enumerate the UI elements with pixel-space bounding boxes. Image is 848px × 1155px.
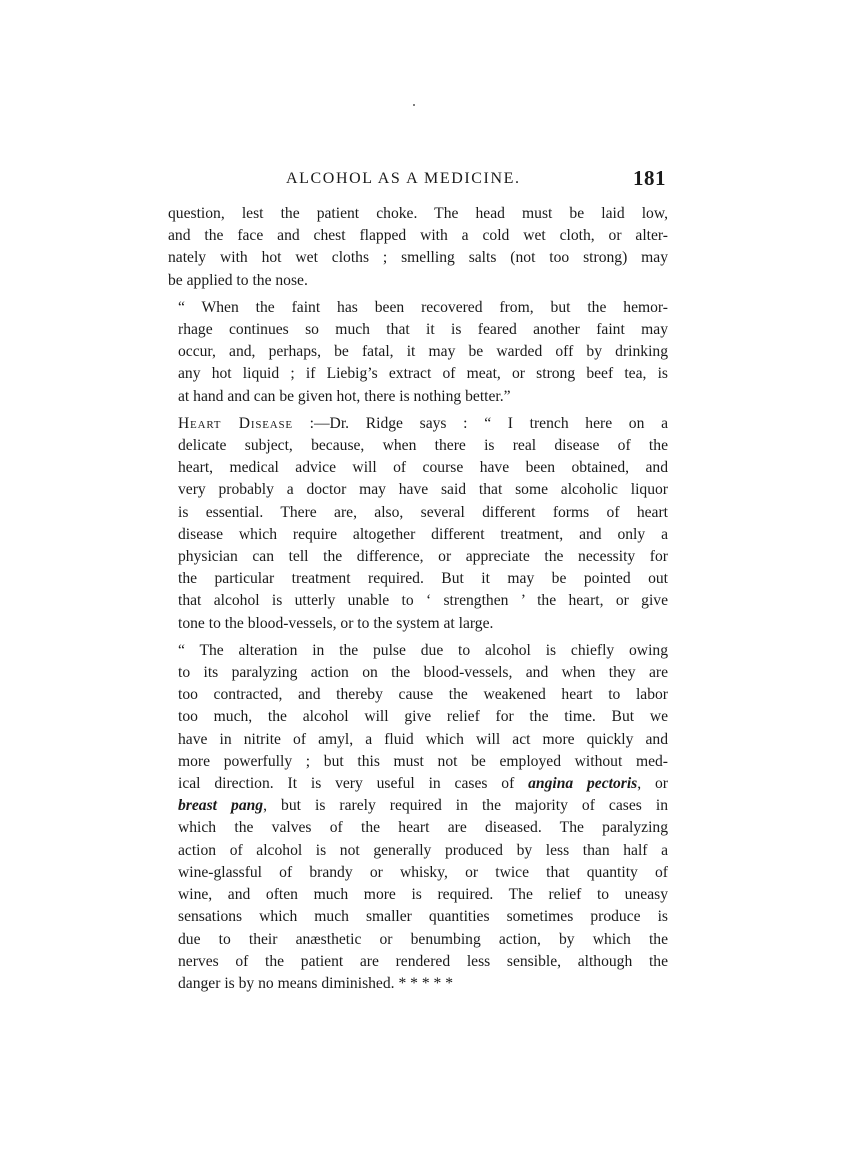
text-line: nerves of the patient are rendered less sensible, although the — [178, 952, 668, 970]
body-text — [168, 203, 668, 1000]
paragraph-pulse-alteration — [168, 640, 668, 995]
text-line: sensations which much smaller quantities sometimes produce is — [178, 908, 668, 926]
text-run: :—Dr. Ridge says : “ I trench here on a — [292, 414, 668, 432]
running-head — [168, 166, 668, 196]
print-speck — [413, 104, 415, 106]
text-run: , but is rarely required in the majority of cases in — [263, 797, 668, 815]
text-line: nately with hot wet cloths ; smelling salts (not too strong) may — [168, 249, 668, 267]
text-line: that alcohol is utterly unable to ‘ strengthen ’ the heart, or give — [178, 592, 668, 610]
text-line: too contracted, and thereby cause the weakened heart to labor — [178, 686, 668, 704]
text-line: action of alcohol is not generally produced by less than half a — [178, 841, 668, 859]
text-line: danger is by no means diminished. * * * * * — [178, 974, 454, 992]
text-line: question, lest the patient choke. The head must be laid low, — [168, 205, 668, 222]
page-number: 181 — [633, 166, 666, 190]
text-line: any hot liquid ; if Liebig’s extract of meat, or strong beef tea, is — [178, 365, 668, 383]
text-line: which the valves of the heart are diseased. The paralyzing — [178, 819, 668, 837]
paragraph-heart-disease — [168, 413, 668, 635]
italic-term: angina pectoris — [528, 775, 638, 793]
text-line — [168, 413, 668, 435]
text-line: be applied to the nose. — [168, 271, 308, 289]
text-line: have in nitrite of amyl, a fluid which will act more quickly and — [178, 730, 668, 748]
text-line: physician can tell the difference, or appreciate the necessity for — [178, 548, 668, 566]
text-line: occur, and, perhaps, be fatal, it may be warded off by drinking — [178, 343, 668, 361]
text-line: due to their anæsthetic or benumbing action, by which the — [178, 930, 668, 948]
text-line: more powerfully ; but this must not be employed without med- — [178, 752, 668, 770]
text-line: wine-glassful of brandy or whisky, or twice that quantity of — [178, 863, 668, 881]
text-line: delicate subject, because, when there is real disease of the — [178, 437, 668, 455]
text-line: disease which require altogether different treatment, and only a — [178, 525, 668, 543]
text-line: heart, medical advice will of course have been obtained, and — [178, 459, 668, 477]
running-title: ALCOHOL AS A MEDICINE. — [286, 170, 521, 187]
text-line — [168, 773, 668, 795]
text-run: ical direction. It is very useful in cases of — [178, 775, 529, 793]
text-run: , or — [637, 775, 668, 793]
section-heading: Heart Disease — [178, 414, 293, 432]
text-line: “ The alteration in the pulse due to alcohol is chiefly owing — [178, 641, 668, 659]
text-line: too much, the alcohol will give relief for the time. But we — [178, 708, 668, 726]
paragraph-hemorrhage — [168, 297, 668, 408]
text-line: “ When the faint has been recovered from, but the hemor- — [178, 298, 668, 316]
text-line — [168, 795, 668, 817]
text-line: wine, and often much more is required. The relief to uneasy — [178, 886, 668, 904]
text-line: and the face and chest flapped with a cold wet cloth, or alter- — [168, 227, 668, 245]
text-line: at hand and can be given hot, there is nothing better.” — [178, 387, 511, 405]
paragraph-fainting-care — [168, 203, 668, 292]
text-line: is essential. There are, also, several different forms of heart — [178, 503, 668, 521]
text-line: the particular treatment required. But it may be pointed out — [178, 570, 668, 588]
text-line: very probably a doctor may have said that some alcoholic liquor — [178, 481, 668, 499]
text-line: rhage continues so much that it is feared another faint may — [178, 321, 668, 339]
text-line: tone to the blood-vessels, or to the system at large. — [178, 614, 494, 632]
text-line: to its paralyzing action on the blood-vessels, and when they are — [178, 664, 668, 682]
italic-term: breast pang — [178, 797, 264, 815]
